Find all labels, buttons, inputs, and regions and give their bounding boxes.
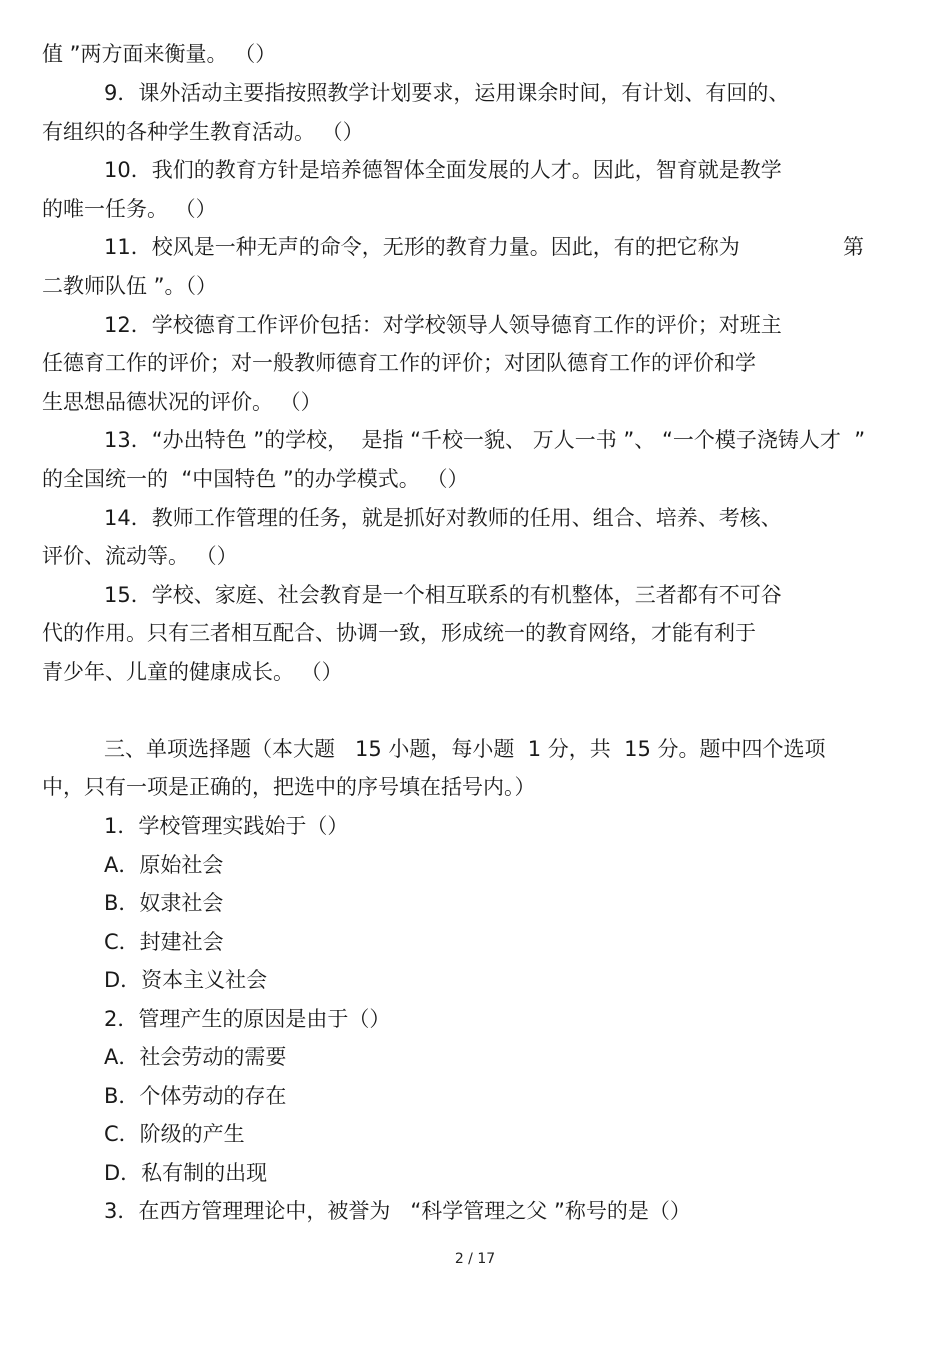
item9-line1: 9．课外活动主要指按照教学计划要求，运用课余时间，有计划、有回的、	[104, 81, 790, 105]
item9-line2: 有组织的各种学生教育活动。 （）	[42, 120, 364, 144]
q1-option-a: A．原始社会	[104, 853, 224, 877]
item13-line1: 13．“办出特色 ”的学校， 是指 “千校一貌、 万人一书 ”、 “一个模子浇铸人才 ”	[104, 428, 866, 452]
q2-option-d: D．私有制的出现	[104, 1161, 268, 1185]
item15-line2: 代的作用。只有三者相互配合、协调一致，形成统一的教育网络，才能有利于	[42, 621, 756, 645]
item12-line1: 12．学校德育工作评价包括：对学校领导人领导德育工作的评价；对班主	[104, 313, 782, 337]
item15-line3: 青少年、儿童的健康成长。 （）	[42, 660, 343, 684]
section3-heading-line2: 中，只有一项是正确的，把选中的序号填在括号内。）	[42, 775, 536, 799]
item11-line1-tail: 第	[843, 235, 864, 259]
item14-line2: 评价、流动等。 （）	[42, 544, 238, 568]
q2-stem: 2．管理产生的原因是由于（）	[104, 1007, 391, 1031]
q2-option-a: A．社会劳动的需要	[104, 1045, 287, 1069]
q2-option-b: B．个体劳动的存在	[104, 1084, 287, 1108]
item15-line1: 15．学校、家庭、社会教育是一个相互联系的有机整体，三者都有不可谷	[104, 583, 782, 607]
item11-line2: 二教师队伍 ”。（）	[42, 274, 218, 298]
item10-line2: 的唯一任务。 （）	[42, 197, 217, 221]
item14-line1: 14．教师工作管理的任务，就是抓好对教师的任用、组合、培养、考核、	[104, 506, 782, 530]
q1-option-d: D．资本主义社会	[104, 968, 268, 992]
item11-line1: 11．校风是一种无声的命令，无形的教育力量。因此，有的把它称为	[104, 235, 740, 259]
q1-stem: 1．学校管理实践始于（）	[104, 814, 349, 838]
section3-heading-line1: 三、单项选择题（本大题 15 小题，每小题 1 分，共 15 分。题中四个选项	[104, 737, 826, 761]
item10-line1: 10．我们的教育方针是培养德智体全面发展的人才。因此，智育就是教学	[104, 158, 782, 182]
item13-line2: 的全国统一的 “中国特色 ”的办学模式。 （）	[42, 467, 469, 491]
item12-line3: 生思想品德状况的评价。 （）	[42, 390, 322, 414]
q1-option-b: B．奴隶社会	[104, 891, 224, 915]
item12-line2: 任德育工作的评价；对一般教师德育工作的评价；对团队德育工作的评价和学	[42, 351, 756, 375]
q2-option-c: C．阶级的产生	[104, 1122, 245, 1146]
q3-stem: 3．在西方管理理论中，被誉为 “科学管理之父 ”称号的是（）	[104, 1199, 691, 1223]
page-number: 2 / 17	[454, 1251, 496, 1267]
item8-tail: 值 ”两方面来衡量。 （）	[42, 42, 277, 66]
q1-option-c: C．封建社会	[104, 930, 224, 954]
